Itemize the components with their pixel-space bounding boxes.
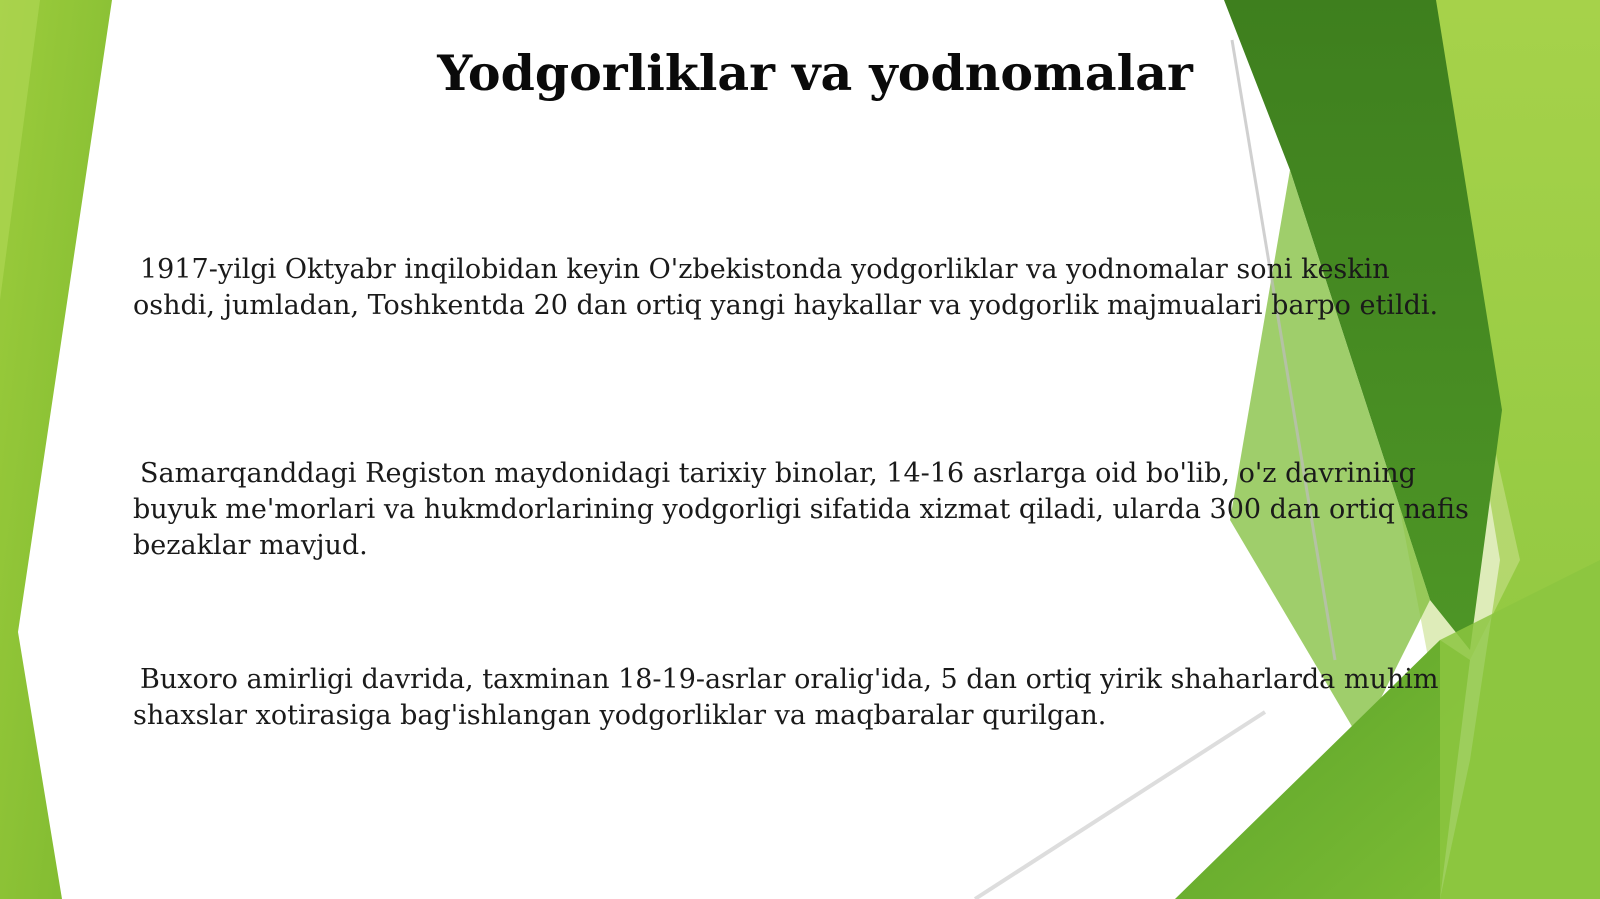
paragraph-3-text: Buxoro amirligi davrida, taxminan 18-19-asrlar oralig'ida, 5 dan ortiq yirik shaharlarda muhim shaxslar xotirasiga bag'ishlangan yodgorliklar va maqbaralar qurilgan.	[133, 664, 1439, 731]
paragraph-1-text: 1917-yilgi Oktyabr inqilobidan keyin O'zbekistonda yodgorliklar va yodnomalar soni keskin oshdi, jumladan, Toshkentda 20 dan ortiq yangi haykallar va yodgorlik majmualari barpo etildi.	[133, 254, 1439, 321]
paragraph-3	[133, 662, 1533, 734]
slide-title: Yodgorliklar va yodnomalar	[437, 44, 1193, 102]
paragraph-2-text: Samarqanddagi Registon maydonidagi tarixiy binolar, 14-16 asrlarga oid bo'lib, o'z davrining buyuk me'morlari va hukmdorlarining yodgorligi sifatida xizmat qiladi, ularda 300 dan ortiq nafis bezaklar mavjud.	[133, 458, 1469, 561]
paragraph-1	[133, 252, 1443, 324]
paragraph-2	[133, 456, 1473, 564]
